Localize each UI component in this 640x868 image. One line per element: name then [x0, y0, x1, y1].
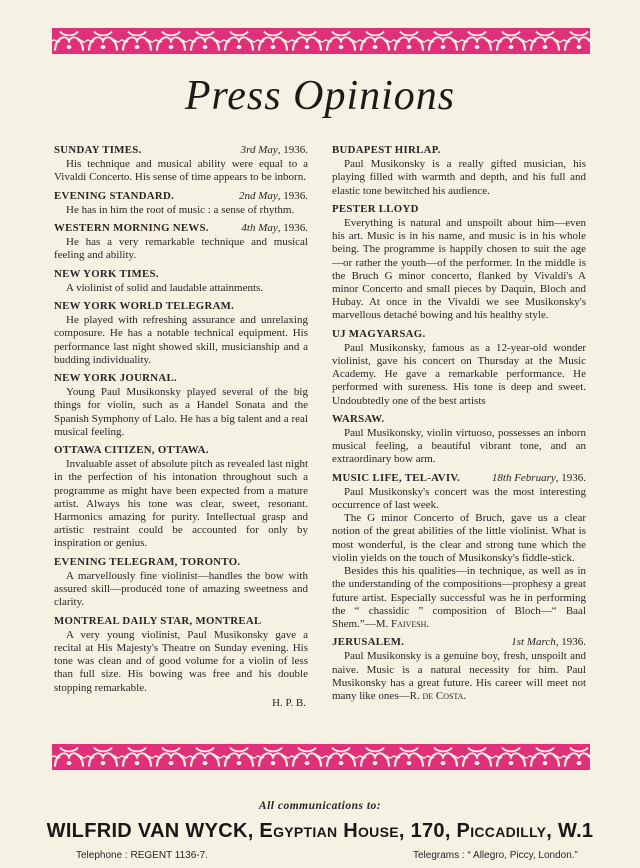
- publication-name: MUSIC LIFE, TEL-AVIV.: [332, 471, 461, 484]
- publication-name: BUDAPEST HIRLAP.: [332, 144, 441, 156]
- publication-name: OTTAWA CITIZEN, OTTAWA.: [54, 444, 209, 457]
- review-section: [332, 203, 586, 323]
- telephone: Telephone : REGENT 1136-7.: [76, 850, 208, 861]
- review-date-year: , 1936.: [277, 189, 308, 202]
- review-date: [241, 144, 308, 157]
- review-date-day: 4th May: [241, 222, 278, 235]
- telegrams: Telegrams : “ Allegro, Piccy, London.”: [413, 850, 578, 861]
- review-text: [54, 282, 308, 295]
- publication-name: JERUSALEM.: [332, 636, 405, 649]
- review-text: [332, 427, 586, 467]
- review-section: [54, 144, 308, 185]
- review-section: [332, 636, 586, 703]
- publication-name: EVENING STANDARD.: [54, 189, 175, 202]
- publication-name: WARSAW.: [332, 412, 385, 425]
- review-header: [54, 372, 308, 385]
- review-signature: M. Faivesh.: [375, 617, 430, 630]
- review-text: [54, 314, 308, 367]
- decorative-border-bottom: [52, 744, 590, 770]
- publication-name: NEW YORK JOURNAL.: [54, 372, 177, 385]
- publication-name: UJ MAGYARSAG.: [332, 327, 426, 340]
- review-text: [54, 204, 308, 217]
- review-header: [332, 636, 586, 649]
- review-header: [54, 444, 308, 457]
- review-section: [332, 472, 586, 631]
- review-text: [54, 629, 308, 695]
- review-section: [54, 444, 308, 551]
- review-header: [54, 615, 308, 628]
- review-date-day: 18th February: [491, 471, 556, 484]
- review-text-body: Paul Musikonsky's concert was the most interesting occurrence of last week.: [332, 485, 586, 512]
- review-section: [332, 413, 586, 467]
- review-text-body: Paul Musikonsky is a genuine boy, fresh, unspoilt and naive. Music is a natural necessity for him. Paul Musikonsky has a great future. His career will meet not many like ones—: [332, 650, 586, 702]
- review-text: [54, 158, 308, 184]
- review-text-body: He played with refreshing assurance and unrelaxing composure. He has a notable technical equipment. His performance last night showed skill, musicianship and a budding individuality.: [54, 314, 308, 366]
- review-signature: R. de Costa.: [409, 689, 467, 702]
- review-text-body: A very young violinist, Paul Musikonsky gave a recital at His Majesty's Theatre on Sunday evening. His tone was clean and of good volume for a violin of less than full size. His bowing was free and his double stopping remarkable.: [54, 628, 308, 694]
- review-text-body: Paul Musikonsky, famous as a 12-year-old wonder violinist, gave his concert on Thursday at the Music Academy. He gave a remarkable performance. He performed with sureness. His tone is deep and sweet. Undoubtedly one of the best artists: [332, 341, 586, 407]
- review-date-year: , 1936.: [277, 222, 308, 235]
- review-date-year: , 1936.: [555, 471, 586, 484]
- review-text-body: A violinist of solid and laudable attainments.: [66, 281, 264, 294]
- review-text: [54, 458, 308, 550]
- publication-name: MONTREAL DAILY STAR, MONTREAL: [54, 614, 262, 627]
- review-text-body: His technique and musical ability were equal to a Vivaldi Concerto. His sense of time appears to be inborn.: [54, 158, 308, 184]
- review-text: [332, 486, 586, 512]
- review-date: [241, 222, 308, 235]
- review-date-year: , 1936.: [277, 144, 308, 156]
- review-section: [332, 144, 586, 198]
- review-date-year: , 1936.: [555, 636, 586, 649]
- review-header: [332, 144, 586, 157]
- review-text-body: Young Paul Musikonsky played several of the big things for violin, such as a Handel Sonata and the Spanish Symphony of Lalo. He has a big talent and a real musical feeling.: [54, 386, 308, 438]
- review-text-body: He has a very remarkable technique and musical feeling and ability.: [54, 236, 308, 262]
- review-section: [54, 268, 308, 295]
- review-text: [332, 342, 586, 408]
- communications-label: All communications to:: [258, 800, 382, 812]
- review-text-body: The G minor Concerto of Bruch, gave us a clear notion of the great abilities of the little violinist. What is most wonderful, is the clear and strong tune which the violin yields on the touch of Musikonsky's fiddle-stick.: [332, 512, 586, 564]
- left-column: [54, 144, 308, 715]
- review-text: [332, 512, 586, 565]
- review-header: [332, 472, 586, 485]
- review-header: [54, 144, 308, 157]
- review-text: [54, 386, 308, 439]
- review-text-body: Everything is natural and unspoilt about him—even his art. Music is in his name, and music is in his whole being. The programme is happily chosen to suit the age—or rather the youth—of the performer. In the middle is the Bruch G minor concerto, flanked by Vivaldi's A minor Concerto and small pieces by Daquin, Bloch and Hubay. At once in the Vivaldi we see Musikonsky's marvellous detaché bowing and his healthy style.: [332, 217, 586, 322]
- review-header: [54, 268, 308, 281]
- review-text: [54, 236, 308, 262]
- address: WILFRID VAN WYCK, Egyptian House, 170, Piccadilly, W.1: [46, 820, 594, 842]
- review-date: [239, 190, 308, 203]
- review-text-body: Paul Musikonsky is a really gifted musician, his playing filled with warmth and depth, and his full and elastic tone bewitched his audience.: [332, 158, 586, 197]
- review-header: [54, 222, 308, 235]
- review-text-body: Besides this his qualities—in technique, as well as in the understanding of the compositions—prophesy a great future artist. Especially successful was he in performing the “ chassidic ” composition of Bloch—“ Baal Shem.”—: [332, 565, 586, 630]
- review-section: [54, 615, 308, 710]
- review-section: [54, 300, 308, 367]
- review-signature: H. P. B.: [272, 696, 306, 709]
- review-date-day: 1st March: [511, 636, 556, 649]
- review-date: [492, 472, 586, 485]
- review-text-body: Paul Musikonsky, violin virtuoso, possesses an inborn musical feeling, a beautiful vibrant tone, and an extraordinary bow arm.: [332, 427, 586, 466]
- review-header: [332, 203, 586, 216]
- publication-name: SUNDAY TIMES.: [54, 144, 142, 156]
- review-section: [54, 190, 308, 217]
- review-text: [54, 570, 308, 610]
- page-title: Press Opinions: [184, 73, 456, 119]
- review-section: [54, 556, 308, 610]
- review-header: [54, 190, 308, 203]
- review-text-body: A marvellously fine violinist—handles the bow with assured skill—producéd tone of amazing sweetness and clarity.: [54, 569, 308, 609]
- publication-name: NEW YORK WORLD TELEGRAM.: [54, 300, 235, 313]
- review-header: [332, 328, 586, 341]
- review-section: [54, 372, 308, 439]
- publication-name: NEW YORK TIMES.: [54, 267, 159, 280]
- publication-name: WESTERN MORNING NEWS.: [54, 222, 209, 235]
- review-header: [54, 300, 308, 313]
- review-date-day: 2nd May: [238, 189, 278, 202]
- review-text-body: Invaluable asset of absolute pitch as revealed last night in the perfection of his intonation throughout such a programme as might have been expected from a mature artist. Always his tone was clear, sweet, resonant. Harmonics amazing for purity. Intellectual grasp and artistic restraint could be accounted for only by inspiration or genius.: [54, 458, 308, 550]
- review-text: [332, 217, 586, 323]
- review-text: [332, 650, 586, 703]
- decorative-border-top: [52, 28, 590, 54]
- publication-name: PESTER LLOYD: [332, 202, 419, 215]
- review-date: [511, 636, 586, 649]
- review-section: [54, 222, 308, 263]
- right-column: [332, 144, 586, 708]
- review-section: [332, 328, 586, 408]
- review-text-body: He has in him the root of music : a sense of rhythm.: [66, 203, 295, 216]
- publication-name: EVENING TELEGRAM, TORONTO.: [54, 555, 241, 568]
- review-text: [332, 158, 586, 198]
- review-text: [332, 565, 586, 631]
- review-header: [54, 556, 308, 569]
- review-date-day: 3rd May: [240, 144, 278, 156]
- review-header: [332, 413, 586, 426]
